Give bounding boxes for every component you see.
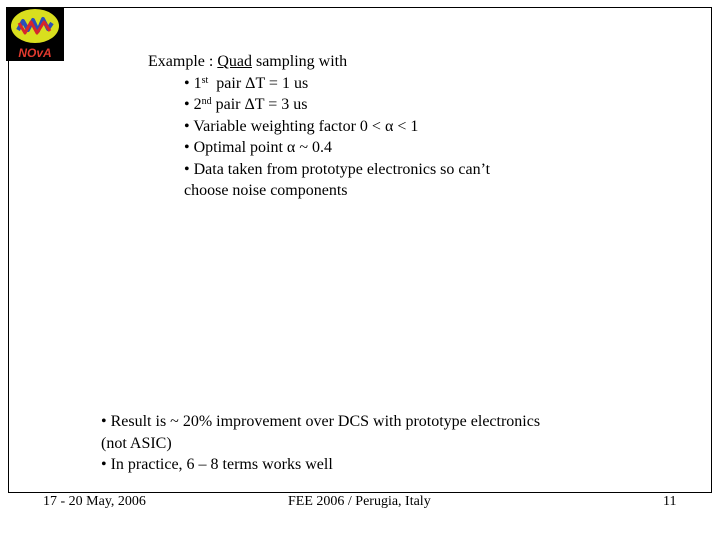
intro-line: Example : Quad sampling with [148, 53, 348, 70]
bullet-prototype-data: • Data taken from prototype electronics so can’t [184, 160, 491, 178]
bullet-prototype-data-cont: choose noise components [184, 182, 348, 199]
example-text-block [148, 51, 490, 202]
bullet-weighting-factor: • Variable weighting factor 0 < α < 1 [184, 117, 419, 135]
result-line-3: • In practice, 6 – 8 terms works well [101, 456, 333, 473]
result-line-1: • Result is ~ 20% improvement over DCS with prototype electronics [101, 413, 541, 430]
bullet-second-pair: • 2nd pair ΔT = 3 us [184, 96, 308, 113]
bullet-first-pair: • 1st pair ΔT = 1 us [184, 74, 309, 92]
nova-logo-icon [6, 7, 64, 61]
results-text-block [101, 411, 631, 476]
footer-conference: FEE 2006 / Perugia, Italy [288, 494, 431, 509]
footer-date: 17 - 20 May, 2006 [43, 494, 146, 509]
quad-underlined: Quad [217, 53, 252, 70]
bullet-optimal-point: • Optimal point α ~ 0.4 [184, 139, 332, 156]
footer-page-number: 11 [663, 494, 677, 509]
logo-text: NOvA [18, 46, 52, 60]
result-line-2: (not ASIC) [101, 434, 172, 452]
